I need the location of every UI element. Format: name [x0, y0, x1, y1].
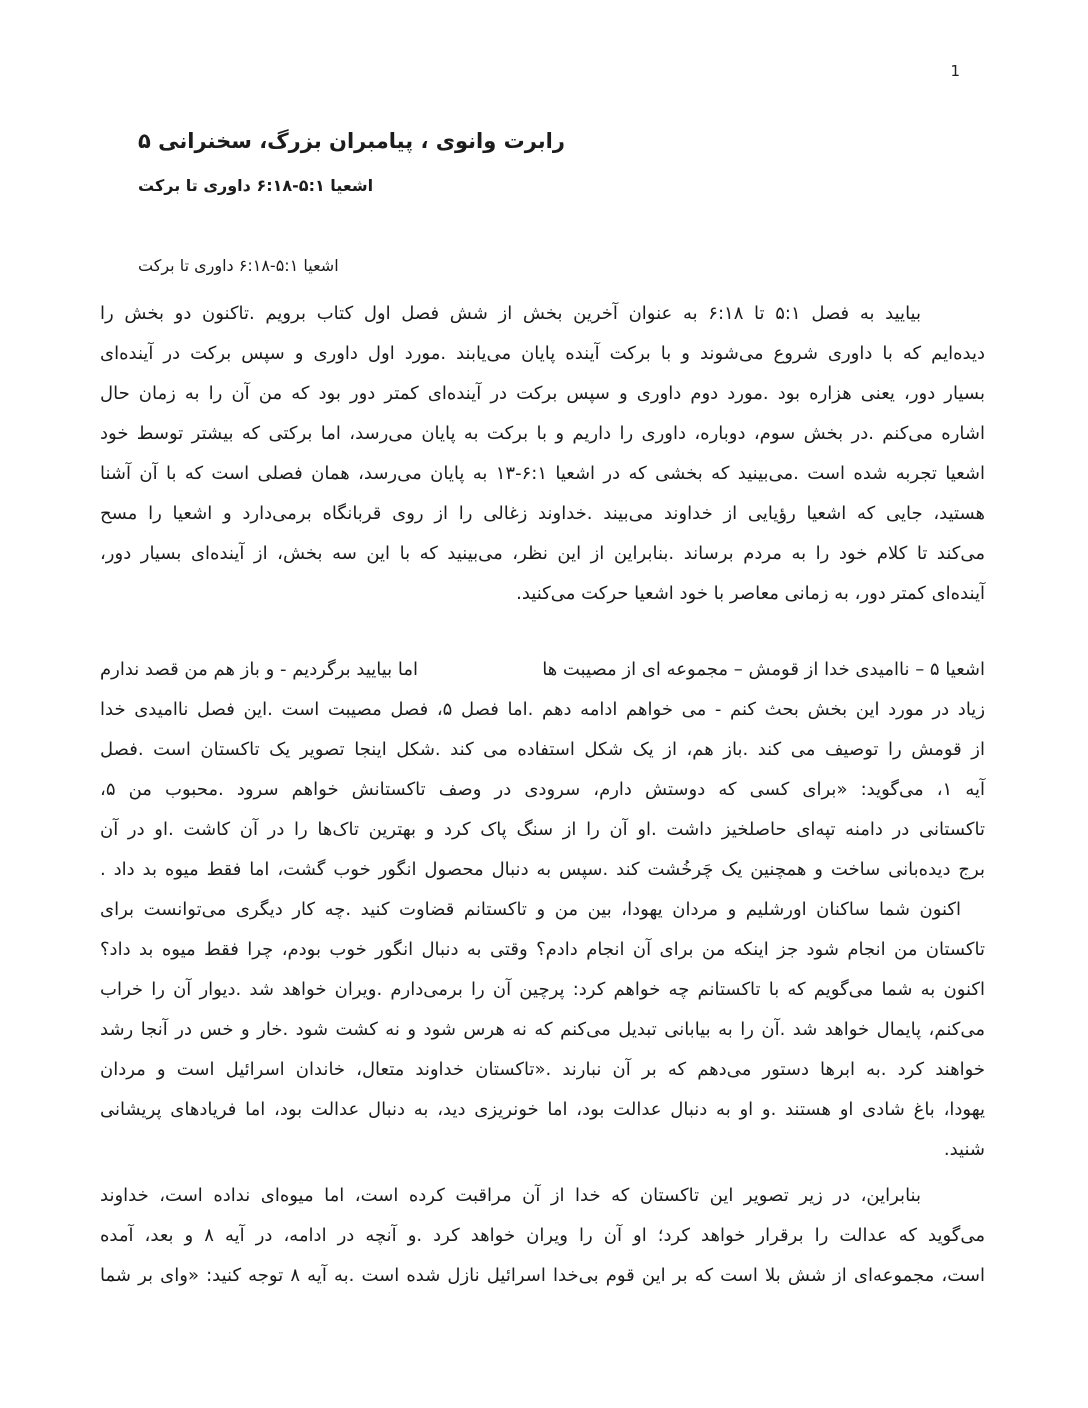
heading-and-paragraph-line: [100, 650, 985, 690]
page-number: 1: [950, 62, 960, 80]
text-line: می‌کند تا کلام خود را به مردم برساند .بنابراین از این نظر، می‌بینید که با این سه بخش، از آینده‌ای بسیار دور،: [100, 543, 985, 564]
text-line: خواهند کرد .به ابرها دستور می‌دهم که بر آن نبارند .«تاکستان خداوند متعال، خاندان اسرائیل است و مردان: [100, 1059, 985, 1080]
section-heading: اشعیا ۵:۱-۶:۱۸ داوری تا برکت: [138, 256, 339, 275]
text-line: بنابراین، در زیر تصویر این تاکستان که خدا از آن مراقبت کرده است، اما میوه‌ای نداده است، خداوند: [100, 1185, 921, 1206]
document-title: رابرت وانوی ، پیامبران بزرگ، سخنرانی ۵: [138, 129, 565, 153]
text-line: اکنون شما ساکنان اورشلیم و مردان یهودا، بین من و تاکستانم قضاوت کنید .چه کار دیگری می‌توانست برای: [100, 899, 961, 920]
paragraph: [100, 890, 985, 1170]
inline-section-heading: اشعیا ۵ – ناامیدی خدا از قومش – مجموعه ای از مصیبت ها: [542, 659, 985, 680]
text-line: برج دیده‌بانی ساخت و همچنین یک چَرخُشت کند .سپس به دنبال محصول انگور خوب گشت، اما فقط میوه بد داد .: [100, 859, 985, 880]
text-line: می‌کنم، پایمال خواهد شد .آن را به بیابانی تبدیل می‌کنم که نه هرس شود و نه کشت شود .خار و خس در آنجا رشد: [100, 1019, 985, 1040]
text-line: بیایید به فصل ۵:۱ تا ۶:۱۸ به عنوان آخرین بخش از شش فصل اول کتاب برویم .تاکنون دو بخش را: [100, 303, 921, 324]
text-line: بسیار دور، یعنی هزاره بود .مورد دوم داوری و سپس برکت در آینده‌ای کمتر دور بود که من آن را به زمان حال: [100, 383, 985, 404]
document-subtitle: اشعیا ۵:۱-۶:۱۸ داوری تا برکت: [138, 176, 374, 195]
text-line: می‌گوید که عدالت را برقرار خواهد کرد؛ او آن را ویران خواهد کرد .و آنچه در ادامه، در آیه ۸ و بعد، آمده: [100, 1225, 985, 1246]
text-line: اشعیا تجربه شده است .می‌بینید که بخشی که در اشعیا ۶:۱-۱۳ به پایان می‌رسد، همان فصلی است که با آن آشنا: [100, 463, 985, 484]
text-line: یهودا، باغ شادی او هستند .و او به دنبال عدالت بود، اما خونریزی دید، به دنبال عدالت بود، اما فریادهای پریشانی: [100, 1099, 985, 1120]
text-line: شنید.: [943, 1139, 985, 1160]
paragraph: [100, 294, 985, 614]
text-line: آینده‌ای کمتر دور، به زمانی معاصر با خود اشعیا حرکت می‌کنید.: [516, 583, 985, 604]
text-line: اکنون به شما می‌گویم که با تاکستانم چه خواهم کرد: پرچین آن را برمی‌دارم .ویران خواهد شد .دیوار آن را خراب: [100, 979, 985, 1000]
document-body: [100, 294, 985, 1296]
text-line: زیاد در مورد این بخش بحث کنم - می خواهم ادامه دهم .اما فصل ۵، فصل مصیبت است .این فصل ناامیدی خدا: [100, 699, 986, 720]
text-line: اشاره می‌کنم .در بخش سوم، دوباره، داوری را داریم و با برکت به پایان می‌رسد، اما برکتی که بیشتر توسط خود: [100, 423, 985, 444]
text-line: تاکستان من انجام شود جز اینکه من برای آن انجام دادم؟ وقتی به دنبال انگور خوب بودم، چرا فقط میوه بد داد؟: [100, 939, 985, 960]
text-line: از قومش را توصیف می کند .باز هم، از یک شکل استفاده می کند .شکل اینجا تصویر یک تاکستان است .فصل: [100, 739, 985, 760]
text-line: هستید، جایی که اشعیا رؤیایی از خداوند می‌بیند .خداوند زغالی را از روی قربانگاه برمی‌دارد و اشعیا را مسح: [100, 503, 985, 524]
paragraph-opening-text: اما بیایید برگردیم - و باز هم من قصد ندارم: [100, 659, 419, 680]
text-line: آیه ۱، می‌گوید: «برای کسی که دوستش دارم، سرودی در وصف تاکستانش خواهم سرود .محبوب من ۵،: [100, 779, 985, 800]
paragraph: [100, 1176, 985, 1296]
text-line: دیده‌ایم که با داوری شروع می‌شوند و با برکت آینده پایان می‌یابند .مورد اول داوری و سپس برکت در آینده‌ای: [100, 343, 985, 364]
text-line: است، مجموعه‌ای از شش بلا است که بر این قوم بی‌خدا اسرائیل نازل شده است .به آیه ۸ توجه کنید: «وای بر شما: [100, 1265, 985, 1286]
paragraph: [100, 650, 985, 890]
text-line: تاکستانی در دامنه تپه‌ای حاصلخیز داشت .او آن را از سنگ پاک کرد و بهترین تاک‌ها را در آن کاشت .او در آن: [100, 819, 985, 840]
